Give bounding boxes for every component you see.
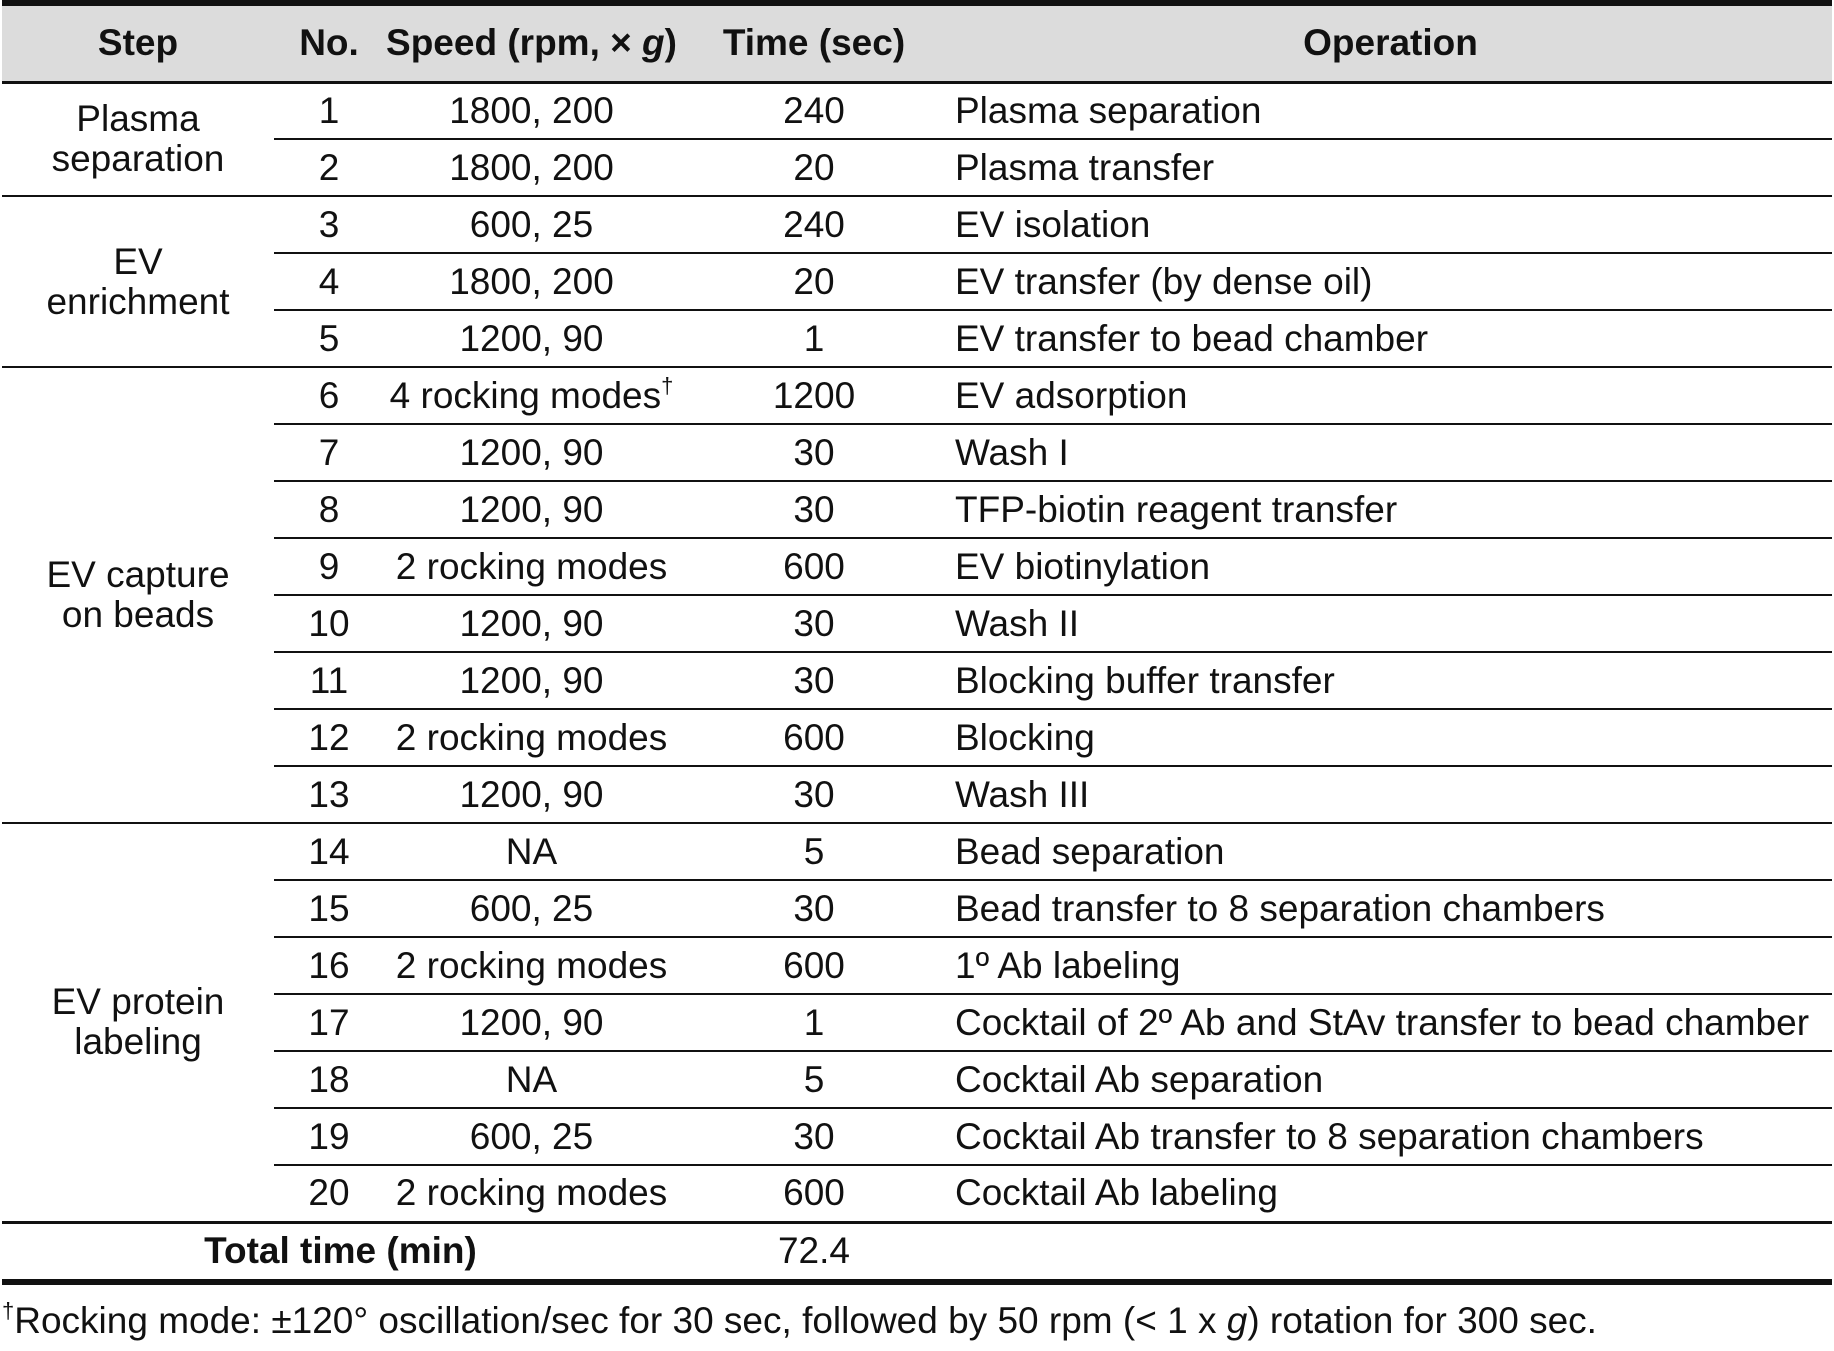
time-cell: 30 (679, 481, 949, 538)
operation-cell: EV isolation (949, 196, 1832, 253)
row-number: 12 (274, 709, 384, 766)
table-row (2, 310, 1832, 367)
time-cell: 30 (679, 766, 949, 823)
operation-cell: Wash I (949, 424, 1832, 481)
row-number: 18 (274, 1051, 384, 1108)
step-label-line1: Plasma (76, 98, 200, 140)
speed-cell: 600, 25 (384, 1108, 679, 1165)
time-cell: 30 (679, 652, 949, 709)
time-cell: 1 (679, 310, 949, 367)
operation-cell: Blocking buffer transfer (949, 652, 1832, 709)
footnote: †Rocking mode: ±120° oscillation/sec for 30 sec, followed by 50 rpm (< 1 x g) rotation for 300 sec. (2, 1298, 1597, 1341)
speed-cell: 1200, 90 (384, 310, 679, 367)
step-label-line1: EV protein (51, 981, 225, 1023)
row-number: 13 (274, 766, 384, 823)
operation-cell: Cocktail Ab separation (949, 1051, 1832, 1108)
time-cell: 5 (679, 1051, 949, 1108)
table-row (2, 367, 1832, 424)
time-cell: 1200 (679, 367, 949, 424)
speed-cell: 600, 25 (384, 880, 679, 937)
operation-cell: Cocktail Ab labeling (949, 1165, 1832, 1222)
row-number: 3 (274, 196, 384, 253)
table-row (2, 766, 1832, 823)
table-row (2, 709, 1832, 766)
speed-cell: 1800, 200 (384, 253, 679, 310)
table-row (2, 481, 1832, 538)
row-number: 11 (274, 652, 384, 709)
table-row (2, 1051, 1832, 1108)
header-no: No. (274, 3, 384, 82)
speed-cell: 1200, 90 (384, 424, 679, 481)
time-cell: 20 (679, 253, 949, 310)
row-number: 2 (274, 139, 384, 196)
time-cell: 600 (679, 538, 949, 595)
row-number: 9 (274, 538, 384, 595)
operation-cell: EV biotinylation (949, 538, 1832, 595)
time-cell: 240 (679, 196, 949, 253)
table-row (2, 652, 1832, 709)
operation-cell: EV adsorption (949, 367, 1832, 424)
speed-cell: 2 rocking modes (384, 937, 679, 994)
time-cell: 30 (679, 424, 949, 481)
row-number: 7 (274, 424, 384, 481)
total-value: 72.4 (679, 1222, 949, 1282)
table-body (2, 82, 1832, 1222)
row-number: 19 (274, 1108, 384, 1165)
speed-cell: 1200, 90 (384, 766, 679, 823)
operation-cell: Wash III (949, 766, 1832, 823)
table-row (2, 538, 1832, 595)
step-cell (2, 82, 274, 196)
time-cell: 20 (679, 139, 949, 196)
speed-cell: 1200, 90 (384, 481, 679, 538)
row-number: 8 (274, 481, 384, 538)
table-row (2, 1108, 1832, 1165)
speed-cell: 1200, 90 (384, 595, 679, 652)
table-row (2, 1165, 1832, 1222)
header-speed: Speed (rpm, × g) (384, 3, 679, 82)
time-cell: 30 (679, 1108, 949, 1165)
table-row (2, 82, 1832, 139)
step-label-line1: EV (113, 240, 163, 282)
total-empty (949, 1222, 1832, 1282)
speed-cell: 1800, 200 (449, 89, 614, 131)
table-row (2, 823, 1832, 880)
operation-cell: Cocktail Ab transfer to 8 separation chambers (949, 1108, 1832, 1165)
step-label-line2: labeling (74, 1021, 202, 1063)
row-number: 20 (274, 1165, 384, 1222)
operation-cell: Wash II (949, 595, 1832, 652)
header-time: Time (sec) (679, 3, 949, 82)
row-number: 5 (274, 310, 384, 367)
step-cell (2, 367, 274, 823)
step-label-line1: EV capture (46, 554, 230, 595)
operation-cell: Cocktail of 2º Ab and StAv transfer to bead chamber (949, 994, 1832, 1051)
header-step: Step (2, 3, 274, 82)
time-cell: 600 (679, 937, 949, 994)
speed-cell: 1800, 200 (384, 139, 679, 196)
header-row (2, 3, 1832, 82)
table-row (2, 595, 1832, 652)
step-label-line2: on beads (61, 594, 215, 635)
time-cell: 30 (679, 880, 949, 937)
table-row (2, 880, 1832, 937)
operation-cell: Bead separation (949, 823, 1832, 880)
speed-cell: 4 rocking modes† (384, 367, 679, 424)
step-label-line2: enrichment (46, 280, 230, 322)
table-row (2, 424, 1832, 481)
row-number: 6 (274, 367, 384, 424)
time-cell: 240 (783, 89, 845, 131)
row-number: 15 (274, 880, 384, 937)
operation-cell: Blocking (949, 709, 1832, 766)
total-label: Total time (min) (2, 1222, 679, 1282)
row-number: 10 (274, 595, 384, 652)
speed-cell: 1200, 90 (384, 994, 679, 1051)
step-cell (2, 823, 274, 1222)
protocol-table (2, 0, 1832, 1285)
time-cell: 600 (679, 709, 949, 766)
row-number: 17 (274, 994, 384, 1051)
table-row (2, 139, 1832, 196)
row-number: 4 (274, 253, 384, 310)
speed-cell: NA (384, 1051, 679, 1108)
operation-cell: Plasma separation (955, 89, 1262, 131)
table-row (2, 937, 1832, 994)
operation-cell: EV transfer to bead chamber (949, 310, 1832, 367)
table-row (2, 253, 1832, 310)
total-row (2, 1222, 1832, 1282)
speed-cell: 2 rocking modes (384, 1165, 679, 1222)
step-cell (2, 196, 274, 367)
speed-cell: 2 rocking modes (384, 709, 679, 766)
footnote-mark: † (2, 1298, 15, 1323)
operation-cell: Bead transfer to 8 separation chambers (949, 880, 1832, 937)
operation-cell: TFP-biotin reagent transfer (949, 481, 1832, 538)
time-cell: 1 (679, 994, 949, 1051)
step-label-line2: separation (51, 138, 225, 180)
table-row (2, 994, 1832, 1051)
time-cell: 30 (679, 595, 949, 652)
speed-cell: NA (384, 823, 679, 880)
speed-cell: 1200, 90 (384, 652, 679, 709)
row-number: 14 (274, 823, 384, 880)
operation-cell: 1º Ab labeling (949, 937, 1832, 994)
speed-cell: 2 rocking modes (384, 538, 679, 595)
header-operation: Operation (949, 3, 1832, 82)
row-number: 1 (318, 89, 340, 131)
row-number: 16 (274, 937, 384, 994)
time-cell: 600 (679, 1165, 949, 1222)
table-row (2, 196, 1832, 253)
operation-cell: EV transfer (by dense oil) (949, 253, 1832, 310)
dagger-mark: † (661, 372, 674, 398)
operation-cell: Plasma transfer (949, 139, 1832, 196)
speed-cell: 600, 25 (384, 196, 679, 253)
time-cell: 5 (679, 823, 949, 880)
